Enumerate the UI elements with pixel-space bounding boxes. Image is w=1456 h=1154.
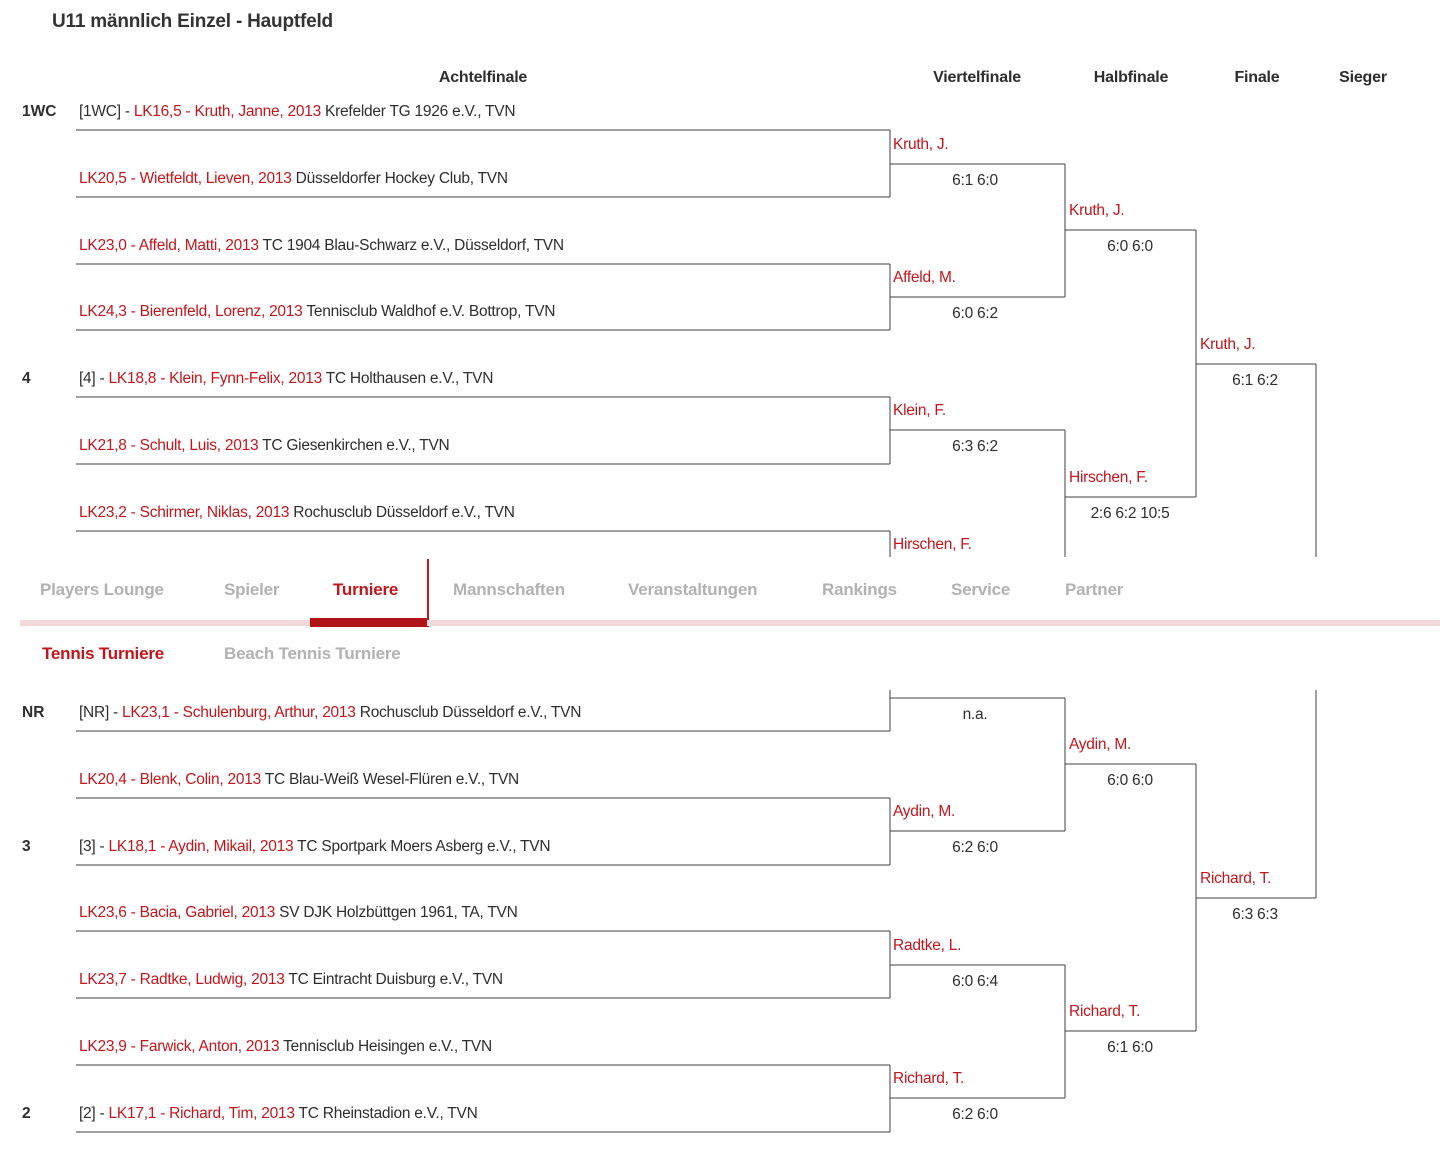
nav-tab-rankings[interactable]: Rankings [822,580,897,599]
round-header: Sieger [1339,69,1387,86]
winner-name[interactable]: Aydin, M. [893,803,956,820]
player-link[interactable]: LK23,9 - Farwick, Anton, 2013 [79,1038,280,1055]
player-link[interactable]: LK20,5 - Wietfeldt, Lieven, 2013 [79,170,292,187]
main-nav [0,557,1456,690]
subnav-tab-beach-tennis-turniere[interactable]: Beach Tennis Turniere [224,644,401,663]
match-score: 6:2 6:0 [952,1106,998,1123]
winner-name[interactable]: Radtke, L. [893,937,962,954]
match-score: 6:0 6:0 [1107,772,1153,789]
club-label: Krefelder TG 1926 e.V., TVN [320,103,516,120]
club-label: TC 1904 Blau-Schwarz e.V., Düsseldorf, TVN [258,237,564,254]
winner-name[interactable]: Klein, F. [893,402,946,419]
player-row [79,369,493,389]
round-header: Achtelfinale [438,69,528,86]
match-score: 6:1 6:0 [1107,1039,1153,1056]
player-row [79,169,508,189]
player-link[interactable]: LK23,1 - Schulenburg, Arthur, 2013 [122,704,356,721]
match-score: 6:3 6:3 [1232,906,1278,923]
round-header: Halbfinale [1093,69,1169,86]
active-tab-divider [427,559,429,627]
match-score: 6:2 6:0 [952,839,998,856]
winner-name[interactable]: Richard, T. [1200,870,1272,887]
nav-tab-veranstaltungen[interactable]: Veranstaltungen [628,580,758,599]
winner-name[interactable]: Kruth, J. [893,136,949,153]
seed-label: 4 [22,370,31,387]
nav-tab-players-lounge[interactable]: Players Lounge [40,580,164,599]
player-row [79,1104,478,1124]
player-link[interactable]: LK18,1 - Aydin, Mikail, 2013 [108,838,294,855]
player-link[interactable]: LK16,5 - Kruth, Janne, 2013 [133,103,321,120]
nav-separator-band [20,620,1440,626]
club-label: TC Blau-Weiß Wesel-Flüren e.V., TVN [260,771,519,788]
seed-prefix: [1WC] - [79,103,134,120]
club-label: TC Giesenkirchen e.V., TVN [258,437,450,454]
match-score: 6:0 6:0 [1107,238,1153,255]
page-title: U11 männlich Einzel - Hauptfeld [52,11,333,32]
club-label: Düsseldorfer Hockey Club, TVN [291,170,508,187]
active-tab-underline [310,618,427,627]
player-link[interactable]: LK18,8 - Klein, Fynn-Felix, 2013 [108,370,322,387]
club-label: TC Sportpark Moers Asberg e.V., TVN [293,838,551,855]
player-link[interactable]: LK23,6 - Bacia, Gabriel, 2013 [79,904,276,921]
match-score: 6:0 6:2 [952,305,998,322]
seed-prefix: [4] - [79,370,109,387]
club-label: Tennisclub Waldhof e.V. Bottrop, TVN [302,303,556,320]
player-link[interactable]: LK23,2 - Schirmer, Niklas, 2013 [79,504,290,521]
winner-name[interactable]: Hirschen, F. [1069,469,1148,486]
player-link[interactable]: LK21,8 - Schult, Luis, 2013 [79,437,259,454]
seed-prefix: [2] - [79,1105,109,1122]
club-label: Rochusclub Düsseldorf e.V., TVN [355,704,582,721]
club-label: TC Rheinstadion e.V., TVN [294,1105,478,1122]
player-row [79,703,581,723]
player-link[interactable]: LK17,1 - Richard, Tim, 2013 [108,1105,295,1122]
player-row [79,1037,492,1057]
match-score: 6:3 6:2 [952,438,998,455]
round-header: Viertelfinale [933,69,1021,86]
match-score: n.a. [962,706,988,723]
seed-label: 2 [22,1105,31,1122]
club-label: Tennisclub Heisingen e.V., TVN [279,1038,492,1055]
player-link[interactable]: LK20,4 - Blenk, Colin, 2013 [79,771,261,788]
player-link[interactable]: LK23,7 - Radtke, Ludwig, 2013 [79,971,285,988]
winner-name[interactable]: Kruth, J. [1069,202,1125,219]
seed-prefix: [3] - [79,838,109,855]
seed-prefix: [NR] - [79,704,123,721]
round-header: Finale [1234,69,1280,86]
winner-name[interactable]: Aydin, M. [1069,736,1132,753]
nav-tab-service[interactable]: Service [951,580,1011,599]
match-score: 6:1 6:2 [1232,372,1278,389]
winner-name[interactable]: Richard, T. [893,1070,965,1087]
nav-tab-turniere[interactable]: Turniere [333,580,399,599]
club-label: TC Holthausen e.V., TVN [321,370,494,387]
player-row [79,770,519,790]
winner-name[interactable]: Hirschen, F. [893,536,972,553]
player-row [79,903,518,923]
player-row [79,837,550,857]
match-score: 2:6 6:2 10:5 [1090,505,1170,522]
player-link[interactable]: LK23,0 - Affeld, Matti, 2013 [79,237,259,254]
club-label: TC Eintracht Duisburg e.V., TVN [284,971,503,988]
player-row [79,302,555,322]
player-row [79,970,503,990]
nav-tab-spieler[interactable]: Spieler [224,580,280,599]
nav-tab-partner[interactable]: Partner [1065,580,1124,599]
player-row [79,102,515,122]
player-row [79,503,515,523]
seed-label: 1WC [22,103,57,120]
nav-tab-mannschaften[interactable]: Mannschaften [453,580,565,599]
match-score: 6:1 6:0 [952,172,998,189]
club-label: Rochusclub Düsseldorf e.V., TVN [289,504,515,521]
winner-name[interactable]: Richard, T. [1069,1003,1141,1020]
player-link[interactable]: LK24,3 - Bierenfeld, Lorenz, 2013 [79,303,303,320]
player-row [79,436,450,456]
seed-label: NR [22,704,45,721]
subnav-tab-tennis-turniere[interactable]: Tennis Turniere [42,644,165,663]
winner-name[interactable]: Affeld, M. [893,269,956,286]
player-row [79,236,564,256]
club-label: SV DJK Holzbüttgen 1961, TA, TVN [275,904,518,921]
match-score: 6:0 6:4 [952,973,998,990]
winner-name[interactable]: Kruth, J. [1200,336,1256,353]
seed-label: 3 [22,838,31,855]
